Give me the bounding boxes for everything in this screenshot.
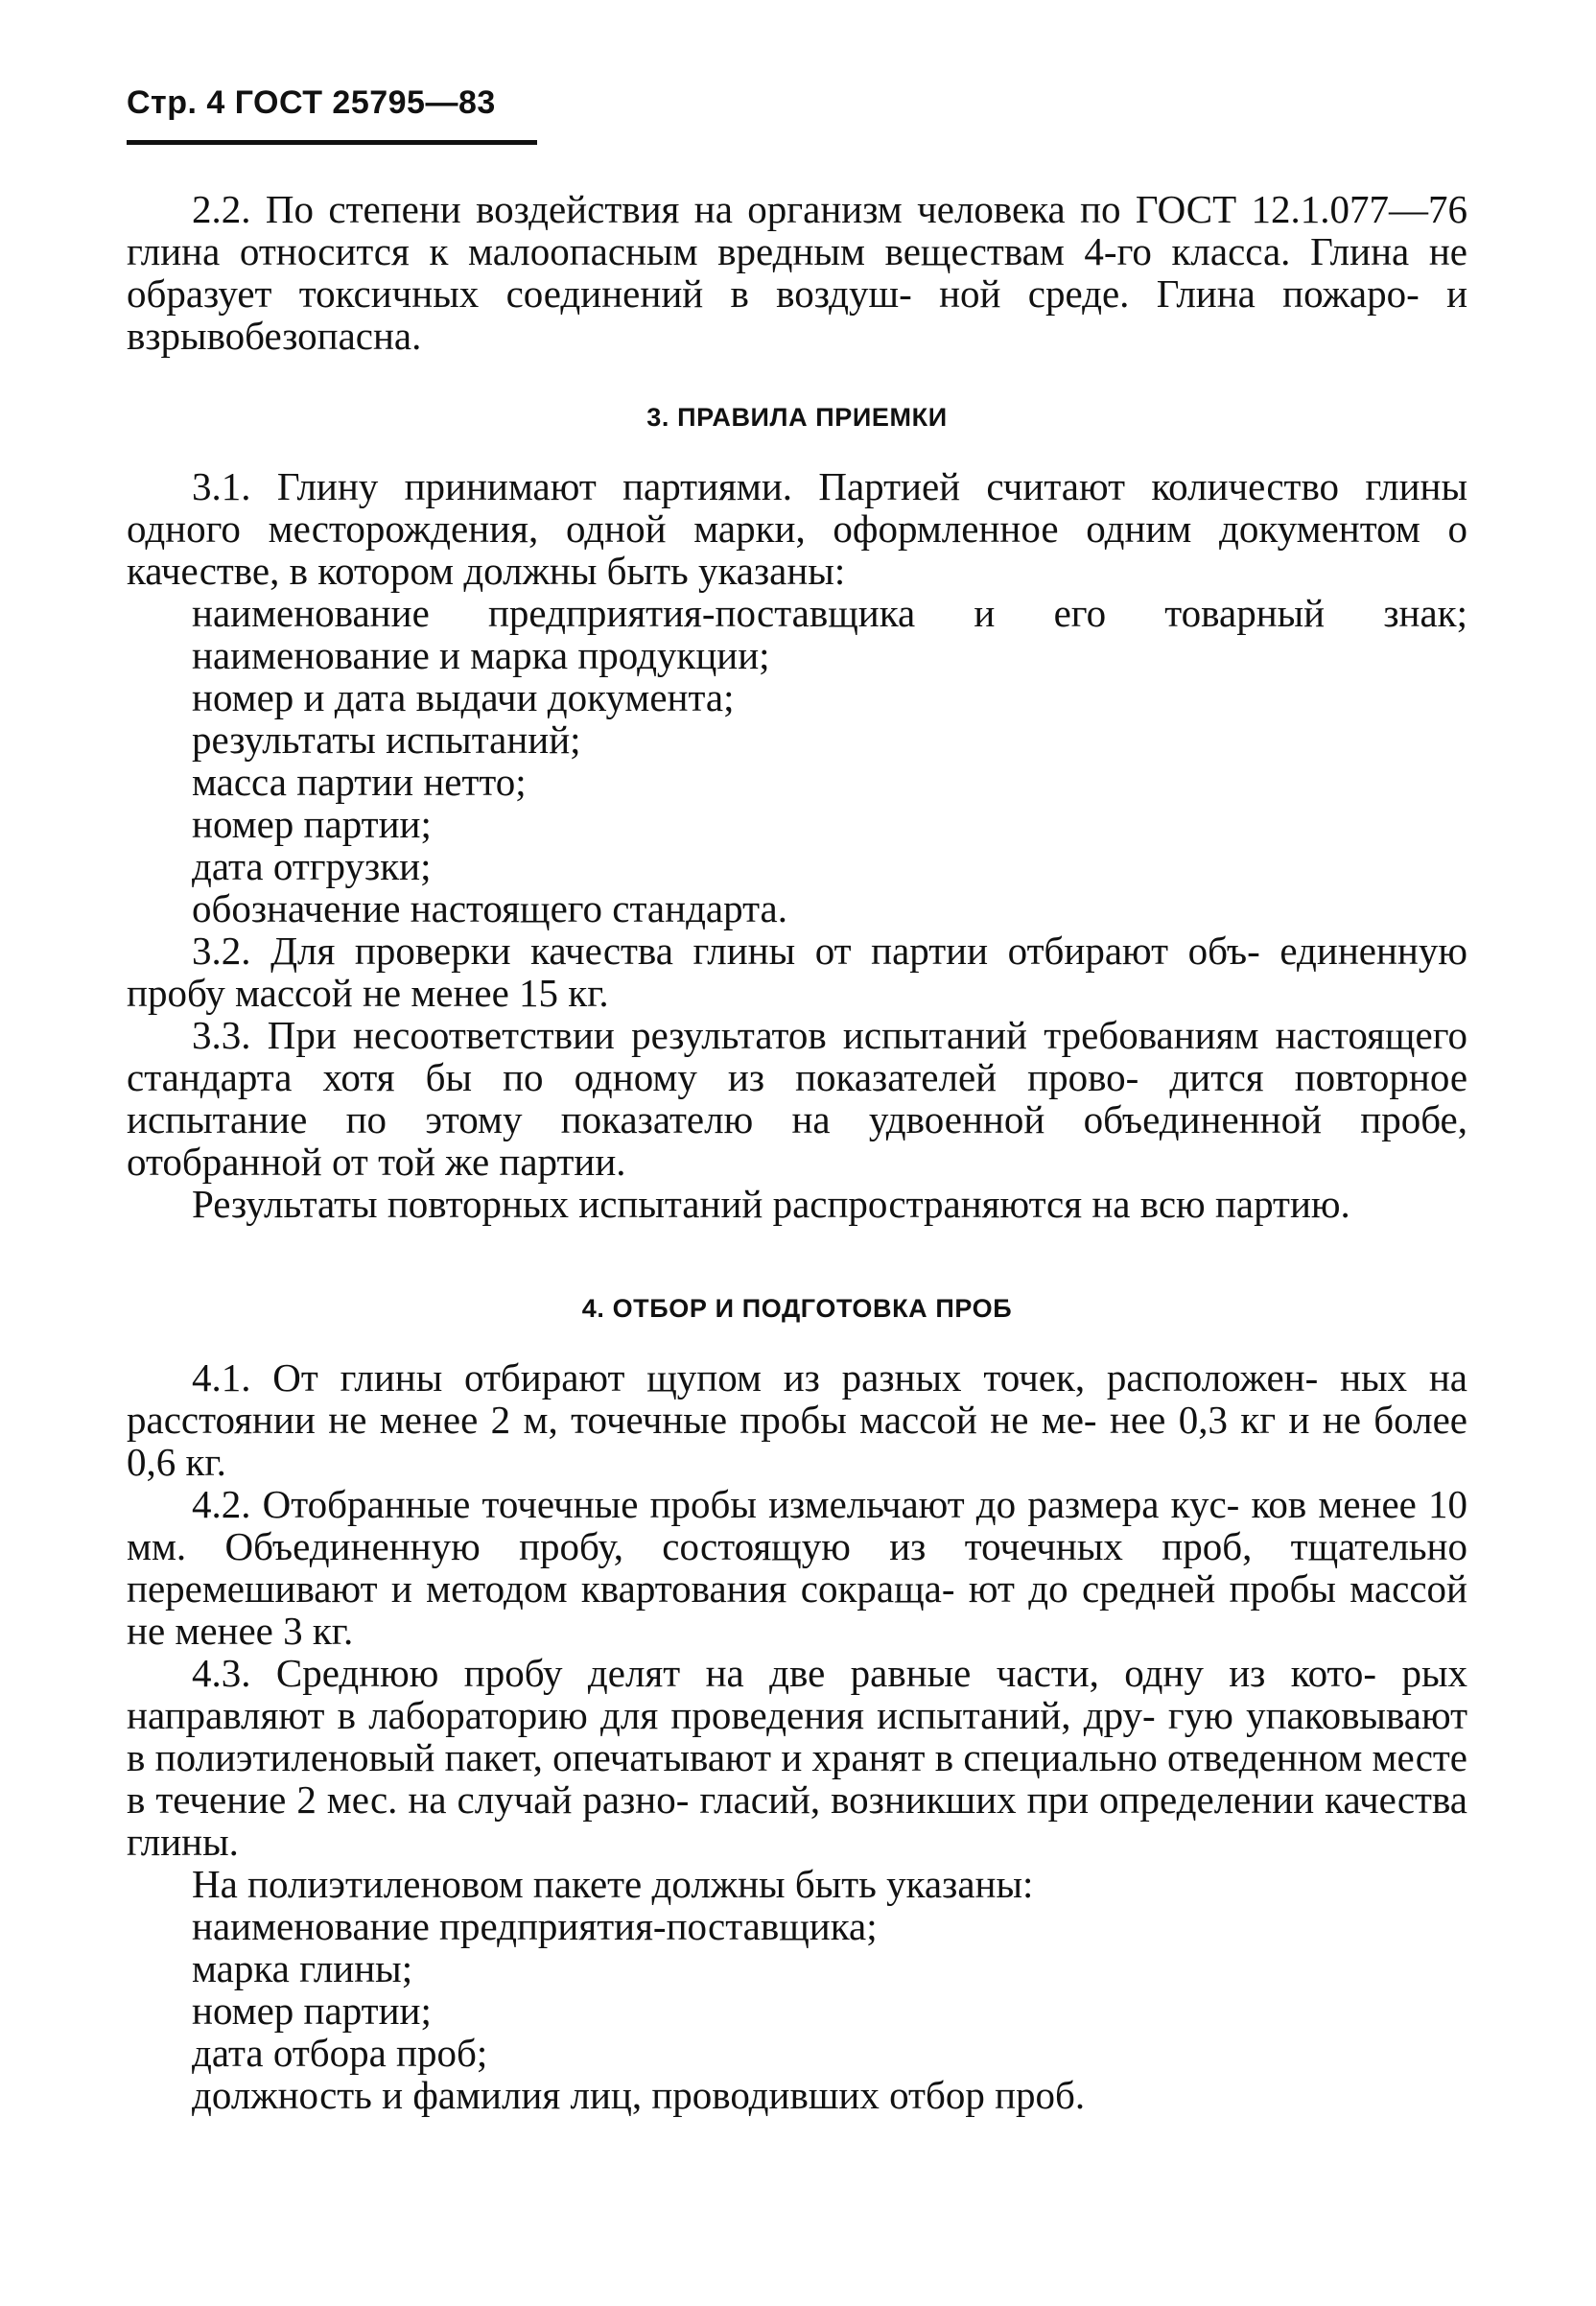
text-line: 4.2. Отобранные точечные пробы измельчают до размера кус- xyxy=(192,1482,1240,1526)
text-line: ной среде. Глина пожаро- и взрывобезопасна. xyxy=(127,271,1468,358)
text-line: нее 0,3 кг и не более 0,6 кг. xyxy=(127,1398,1467,1484)
paragraph-2-2 xyxy=(127,188,1467,357)
text-line: 3.1. Глину принимают партиями. Партией считают количество xyxy=(192,464,1340,508)
text-line: 3.3. При несоответствии результатов испытаний требованиям xyxy=(192,1013,1259,1057)
list-item: наименование предприятия-поставщика; xyxy=(192,1904,878,1948)
text-line: объединенной пробе, отобранной от той же партии. xyxy=(127,1097,1468,1184)
paragraph-4-3 xyxy=(127,1652,1467,1863)
text-line: глины одного месторождения, одной марки, оформленное одним xyxy=(127,464,1468,551)
list-item: результаты испытаний; xyxy=(192,718,581,762)
paragraph-4-1 xyxy=(127,1356,1467,1483)
text-line: партию. xyxy=(1214,1182,1350,1226)
header-rule xyxy=(127,140,537,145)
text-line: единенную пробу массой не менее 15 кг. xyxy=(127,929,1467,1015)
paragraph-3-1 xyxy=(127,465,1467,592)
running-head: Стр. 4 ГОСТ 25795—83 xyxy=(127,84,496,121)
text-line: 4.3. Среднюю пробу делят на две равные части, одну из кото- xyxy=(192,1651,1377,1695)
paragraph-3-3 xyxy=(127,1014,1467,1183)
document-body xyxy=(127,188,1467,2116)
paragraph-4-2 xyxy=(127,1483,1467,1652)
paragraph-4-3-intro: На полиэтиленовом пакете должны быть указаны: xyxy=(192,1862,1034,1906)
paragraph-3-3-continued xyxy=(127,1183,1467,1225)
text-line: 3.2. Для проверки качества глины от партии отбирают объ- xyxy=(192,929,1260,973)
text-line: рых направляют в лабораторию для проведения испытаний, дру- xyxy=(127,1651,1467,1737)
text-line: ных на расстоянии не менее 2 м, точечные пробы массой не ме- xyxy=(127,1355,1467,1442)
list-item: обозначение настоящего стандарта. xyxy=(192,886,787,930)
list-item: масса партии нетто; xyxy=(192,760,527,804)
text-line: ют до средней пробы массой не менее 3 кг. xyxy=(127,1566,1468,1653)
text-line: в специально отведенном месте в течение 2 мес. на случай разно- xyxy=(127,1735,1468,1822)
section-4-heading: 4. ОТБОР И ПОДГОТОВКА ПРОБ xyxy=(581,1294,1013,1323)
list-item: номер партии; xyxy=(192,1988,432,2033)
section-3-heading: 3. ПРАВИЛА ПРИЕМКИ xyxy=(646,403,948,432)
text-line: проб, тщательно перемешивают и методом квартования сокраща- xyxy=(127,1524,1467,1611)
list-item: номер партии; xyxy=(192,802,432,846)
text-line: 12.1.077—76 глина относится к малоопасным вредным веществам xyxy=(127,187,1468,273)
text-line: 2.2. По степени воздействия на организм человека по ГОСТ xyxy=(192,187,1237,231)
list-item: дата отбора проб; xyxy=(192,2031,488,2075)
list-item: должность и фамилия лиц, проводивших отбор проб. xyxy=(192,2073,1086,2117)
text-line: настоящего стандарта хотя бы по одному из показателей прово- xyxy=(127,1013,1467,1099)
text-line: документом о качестве, в котором должны быть указаны: xyxy=(127,506,1467,593)
text-line: 4-го класса. Глина не образует токсичных соединений в воздуш- xyxy=(127,229,1468,316)
paragraph-3-2 xyxy=(127,929,1467,1014)
text-line: ков менее 10 мм. Объединенную пробу, состоящую из точечных xyxy=(127,1482,1468,1568)
text-line: Результаты повторных испытаний распространяются на всю xyxy=(192,1182,1206,1226)
text-line: 4.1. От глины отбирают щупом из разных точек, расположен- xyxy=(192,1355,1319,1400)
text-line: гласий, возникших при определении качества глины. xyxy=(127,1777,1467,1864)
list-item: марка глины; xyxy=(192,1946,413,1990)
list-item: дата отгрузки; xyxy=(192,844,432,888)
text-line: дится повторное испытание по этому показателю на удвоенной xyxy=(127,1055,1468,1141)
text-line: гую упаковывают в полиэтиленовый пакет, опечатывают и хранят xyxy=(127,1693,1467,1779)
list-item: наименование предприятия-поставщика и его товарный знак; xyxy=(192,591,1467,635)
list-item: наименование и марка продукции; xyxy=(192,633,770,677)
list-item: номер и дата выдачи документа; xyxy=(192,675,735,719)
